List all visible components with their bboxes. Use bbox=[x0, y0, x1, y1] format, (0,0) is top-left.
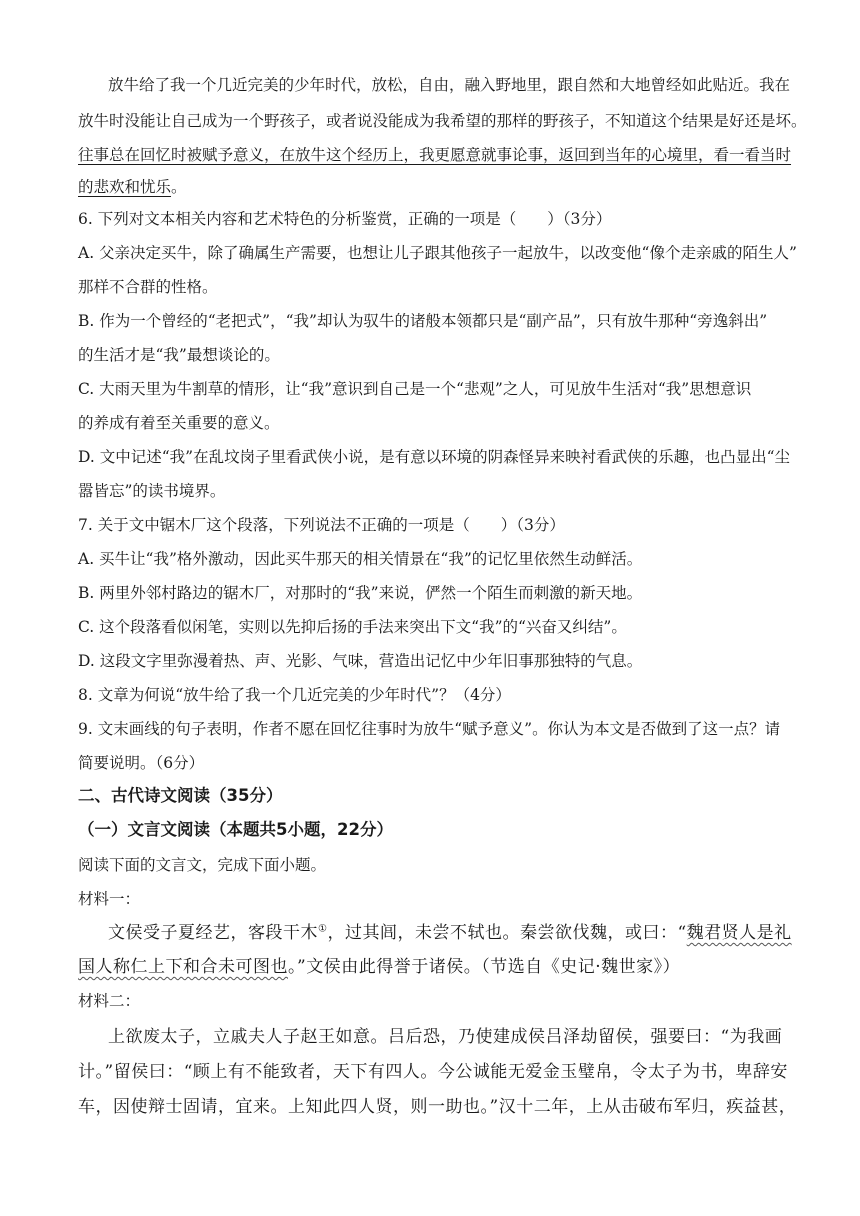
q6-option-c: C. 大雨天里为牛割草的情形，让“我”意识到自己是一个“悲观”之人，可见放牛生活对“我”思想意识 bbox=[78, 380, 752, 398]
material-1-line bbox=[108, 923, 818, 943]
passage-line: 放牛给了我一个几近完美的少年时代，放松，自由，融入野地里，跟自然和大地曾经如此贴近。我在 bbox=[108, 76, 791, 94]
q6-option-d-cont: 嚣皆忘”的读书境界。 bbox=[78, 482, 226, 500]
subsection-title: （一）文言文阅读（本题共5小题，22分） bbox=[78, 820, 393, 839]
material-2-line: 上欲废太子，立戚夫人子赵王如意。吕后恐，乃使建成侯吕泽劫留侯，强要曰：“为我画 bbox=[108, 1027, 783, 1047]
material-text: 文侯受子夏经艺，客段干木 bbox=[108, 923, 318, 943]
underlined-passage-line: 往事总在回忆时被赋予意义，在放牛这个经历上，我更愿意就事论事，返回到当年的心境里，看一看当时 bbox=[78, 146, 792, 164]
question-7-stem: 7. 关于文中锯木厂这个段落，下列说法不正确的一项是（ ）（3分） bbox=[78, 516, 565, 534]
material-2-line: 计。”留侯曰：“顾上有不能致者，天下有四人。今公诚能无爱金玉璧帛，令太子为书，卑辞安 bbox=[78, 1062, 788, 1082]
footnote-marker: ① bbox=[318, 923, 328, 935]
section-title: 二、古代诗文阅读（35分） bbox=[78, 786, 283, 805]
wavy-underlined-text: 魏君贤人是礼 bbox=[686, 923, 792, 943]
material-1-label: 材料一： bbox=[78, 890, 141, 908]
q7-option-a: A. 买牛让“我”格外激动，因此买牛那天的相关情景在“我”的记忆里依然生动鲜活。 bbox=[78, 550, 643, 568]
q6-option-b: B. 作为一个曾经的“老把式”，“我”却认为驭牛的诸般本领都只是“副产品”，只有放牛那种“旁逸斜出” bbox=[78, 312, 768, 330]
q6-option-c-cont: 的养成有着至关重要的意义。 bbox=[78, 414, 280, 432]
question-9-stem: 9. 文末画线的句子表明，作者不愿在回忆往事时为放牛“赋予意义”。你认为本文是否做到了这一点？请 bbox=[78, 720, 781, 738]
passage-period: 。 bbox=[171, 178, 187, 196]
material-2-label: 材料二： bbox=[78, 992, 141, 1010]
material-text: 。”文侯由此得誉于诸侯。（节选自《史记·魏世家》） bbox=[288, 957, 681, 977]
q6-option-a: A. 父亲决定买牛，除了确属生产需要，也想让儿子跟其他孩子一起放牛，以改变他“像个走亲戚的陌生人” bbox=[78, 244, 797, 262]
passage-line bbox=[78, 177, 788, 197]
q6-option-a-cont: 那样不合群的性格。 bbox=[78, 278, 218, 296]
material-2-line: 车，因使辩士固请，宜来。上知此四人贤，则一助也。”汉十二年，上从击破布军归，疾益甚， bbox=[78, 1097, 797, 1117]
material-text: ，过其闾，未尝不轼也。秦尝欲伐魏，或曰：“ bbox=[327, 923, 687, 943]
q6-option-d: D. 文中记述“我”在乱坟岗子里看武侠小说，是有意以环境的阴森怪异来映衬看武侠的乐趣，也凸显出“尘 bbox=[78, 448, 791, 466]
passage-line: 放牛时没能让自己成为一个野孩子，或者说没能成为我希望的那样的野孩子，不知道这个结果是好还是坏。 bbox=[78, 112, 807, 130]
q7-option-d: D. 这段文字里弥漫着热、声、光影、气味，营造出记忆中少年旧事那独特的气息。 bbox=[78, 652, 643, 670]
q7-option-b: B. 两里外邻村路边的锯木厂，对那时的“我”来说，俨然一个陌生而刺激的新天地。 bbox=[78, 584, 643, 602]
question-8-stem: 8. 文章为何说“放牛给了我一个几近完美的少年时代”？（4分） bbox=[78, 686, 511, 704]
underlined-passage-text: 的悲欢和忧乐 bbox=[78, 178, 172, 196]
instruction-text: 阅读下面的文言文，完成下面小题。 bbox=[78, 856, 327, 874]
wavy-underlined-text: 国人称仁上下和合未可图也 bbox=[78, 957, 288, 977]
question-6-stem: 6. 下列对文本相关内容和艺术特色的分析鉴赏，正确的一项是（ ）（3分） bbox=[78, 210, 612, 228]
question-9-stem-cont: 简要说明。（6分） bbox=[78, 754, 205, 772]
material-1-line bbox=[78, 957, 788, 977]
q7-option-c: C. 这个段落看似闲笔，实则以先抑后扬的手法来突出下文“我”的“兴奋又纠结”。 bbox=[78, 618, 627, 636]
q6-option-b-cont: 的生活才是“我”最想谈论的。 bbox=[78, 346, 280, 364]
